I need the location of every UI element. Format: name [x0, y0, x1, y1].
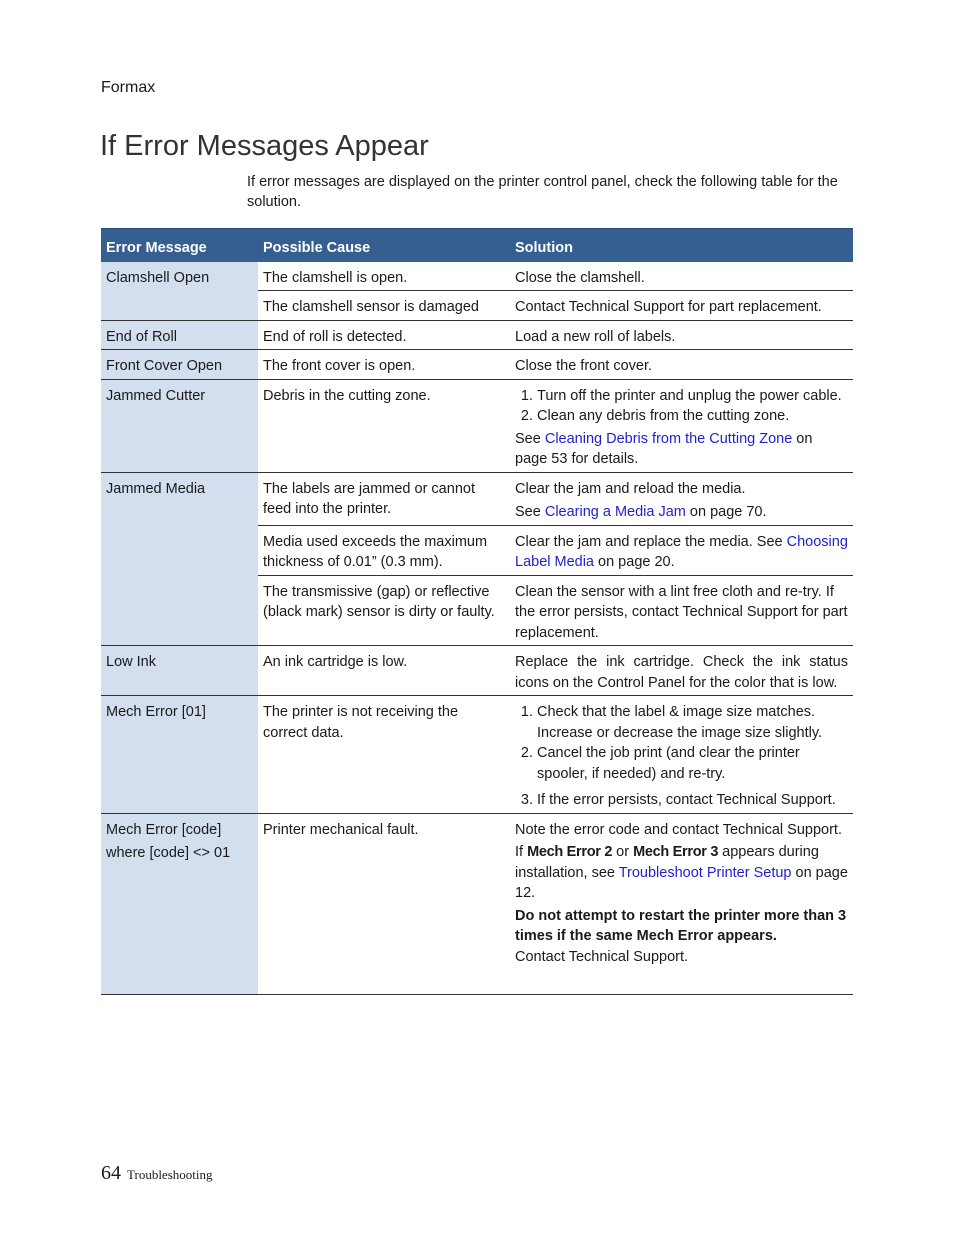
table-row [101, 696, 853, 814]
error-message-cell: Jammed Cutter [101, 379, 258, 472]
cause-cell: End of roll is detected. [258, 320, 510, 350]
col-header-solution: Solution [510, 229, 853, 262]
cleaning-debris-link[interactable]: Cleaning Debris from the Cutting Zone [544, 430, 793, 447]
solution-steps [515, 386, 848, 427]
cause-cell: The front cover is open. [258, 350, 510, 380]
table-header-row [101, 229, 853, 262]
solution-cell: Note the error code and contact Technical Support. If Mech Error 2 or Mech Error 3 appears during installation, see Troubleshoot Printer Setup on page 12. Do not attempt to restart the printer more than 3 times if the same Mech Error appears. Contact Technical Support. [510, 813, 853, 994]
error-message-cell: Low Ink [101, 646, 258, 696]
solution-steps [515, 702, 848, 811]
table-row [101, 262, 853, 291]
solution-cell: Close the front cover. [510, 350, 853, 380]
solution-cell: Clean the sensor with a lint free cloth and re-try. If the error persists, contact Technical Support for part replacement. [510, 575, 853, 646]
solution-cell [510, 379, 853, 472]
warning-text: Do not attempt to restart the printer more than 3 times if the same Mech Error appears. [515, 907, 847, 944]
error-table [101, 228, 853, 995]
error-message-cell: Mech Error [code] where [code] <> 01 [101, 813, 258, 994]
cause-cell: An ink cartridge is low. [258, 646, 510, 696]
error-message-cell: Clamshell Open [101, 262, 258, 321]
error-message-cell: Front Cover Open [101, 350, 258, 380]
cause-cell: The printer is not receiving the correct data. [258, 696, 510, 814]
page-number: 64 [101, 1162, 121, 1184]
clearing-media-jam-link[interactable]: Clearing a Media Jam [544, 504, 686, 520]
see-reference: See Clearing a Media Jam on page 70. [515, 504, 767, 520]
cause-cell: The labels are jammed or cannot feed into the printer. [258, 472, 510, 525]
list-item: 2. Cancel the job print (and clear the printer spooler, if needed) and re-try. [537, 743, 848, 784]
table-row [101, 646, 853, 696]
col-header-error-message: Error Message [101, 229, 258, 262]
solution-cell: Clear the jam and replace the media. See Choosing Label Media on page 20. [510, 525, 853, 575]
header-brand: Formax [101, 79, 156, 96]
list-item: 1. Turn off the printer and unplug the power cable. [537, 386, 848, 407]
col-header-possible-cause: Possible Cause [258, 229, 510, 262]
list-item: 2. Clean any debris from the cutting zone. [537, 406, 848, 427]
table-row [101, 379, 853, 472]
list-item: 1. Check that the label & image size matches. Increase or decrease the image size slightly. [537, 702, 848, 743]
page-footer [101, 1162, 212, 1185]
solution-cell: Load a new roll of labels. [510, 320, 853, 350]
table-row [101, 350, 853, 380]
solution-cell: Replace the ink cartridge. Check the ink status icons on the Control Panel for the color that is low. [510, 646, 853, 696]
table-row [101, 472, 853, 525]
cause-cell: Debris in the cutting zone. [258, 379, 510, 472]
table-row [101, 813, 853, 994]
solution-cell: Clear the jam and reload the media. See Clearing a Media Jam on page 70. [510, 472, 853, 525]
footer-section: Troubleshooting [127, 1167, 213, 1182]
cause-cell: Printer mechanical fault. [258, 813, 510, 994]
table-row [101, 320, 853, 350]
cause-cell: The transmissive (gap) or reflective (black mark) sensor is dirty or faulty. [258, 575, 510, 646]
intro-text: If error messages are displayed on the printer control panel, check the following table for the solution. [247, 174, 838, 210]
cause-cell: Media used exceeds the maximum thickness of 0.01” (0.3 mm). [258, 525, 510, 575]
mech-error-note: If Mech Error 2 or Mech Error 3 appears during installation, see Troubleshoot Printer Setup on page 12. [515, 844, 848, 901]
error-message-cell: Jammed Media [101, 472, 258, 646]
cause-cell: The clamshell is open. [258, 262, 510, 291]
error-message-cell: End of Roll [101, 320, 258, 350]
solution-cell: Close the clamshell. [510, 262, 853, 291]
solution-cell [510, 696, 853, 814]
cause-cell: The clamshell sensor is damaged [258, 291, 510, 321]
list-item: 3. If the error persists, contact Technical Support. [537, 790, 848, 811]
page-title: If Error Messages Appear [100, 130, 429, 162]
error-message-cell: Mech Error [01] [101, 696, 258, 814]
see-reference: See Cleaning Debris from the Cutting Zone on page 53 for details. [515, 430, 813, 467]
choosing-label-media-link[interactable]: Choosing Label Media [515, 533, 848, 570]
troubleshoot-printer-setup-link[interactable]: Troubleshoot Printer Setup [618, 864, 792, 881]
solution-cell: Contact Technical Support for part replacement. [510, 291, 853, 321]
